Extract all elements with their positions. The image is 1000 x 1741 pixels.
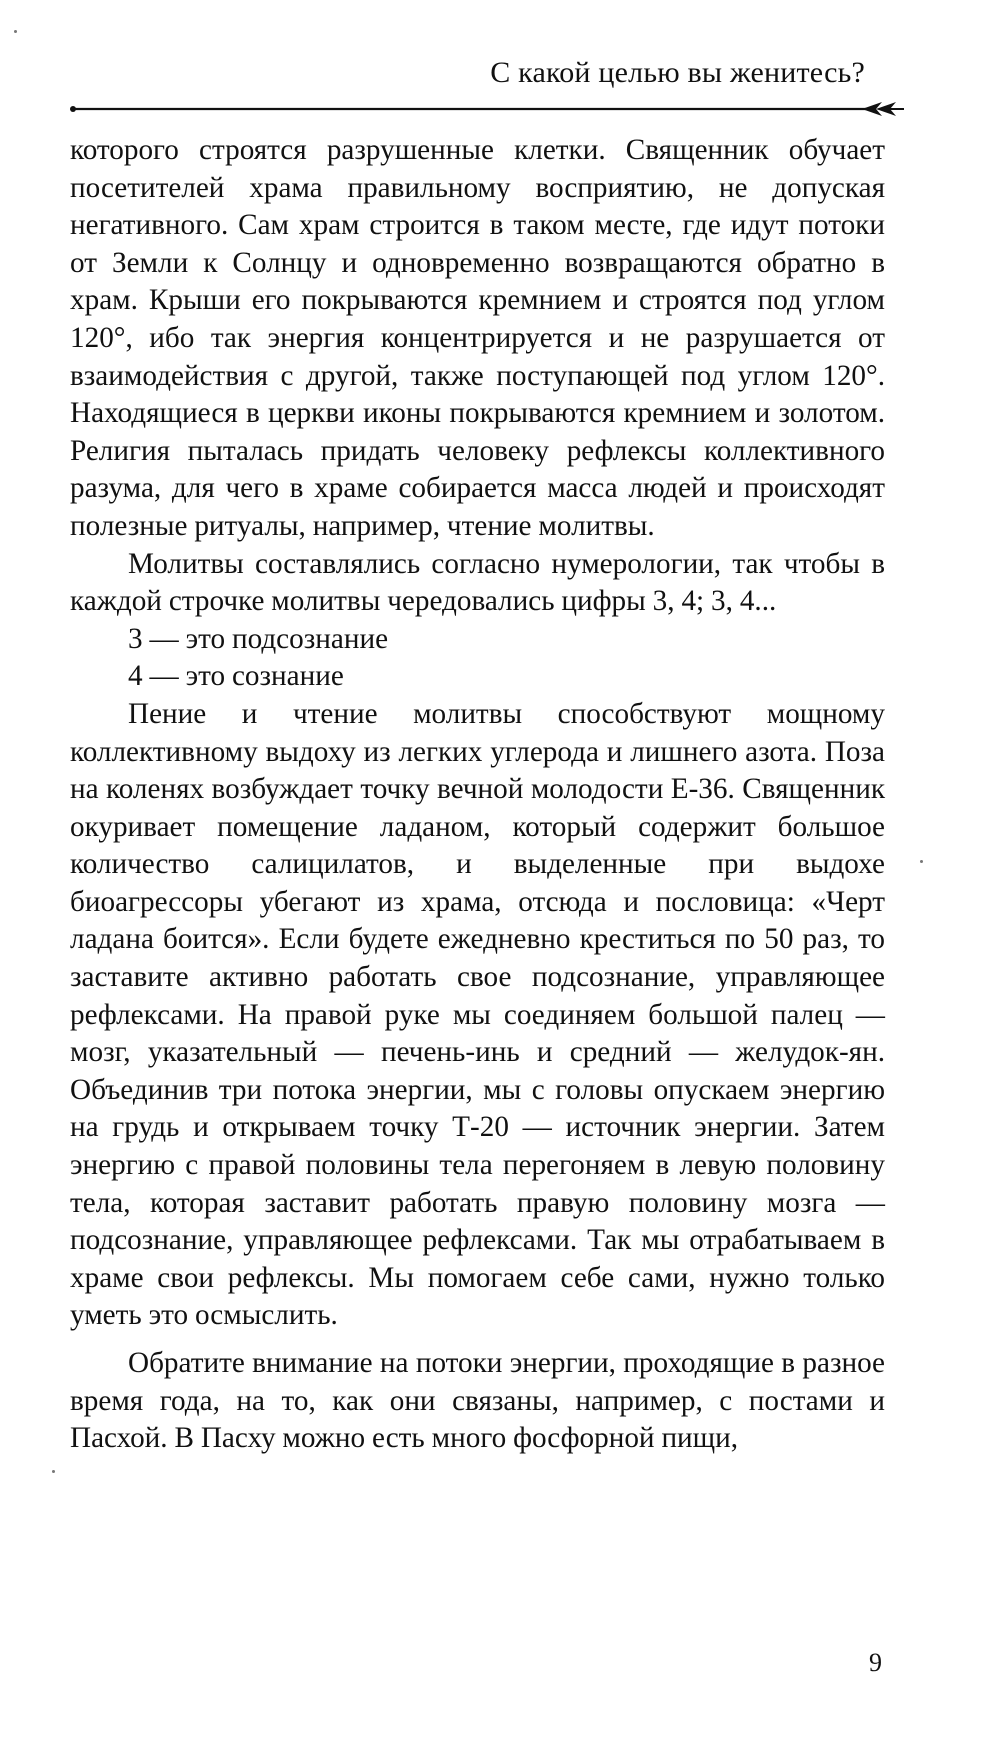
body-text (70, 132, 885, 1458)
paragraph-4: Обратите внимание на потоки энергии, проходящие в разное время года, на то, как они связаны, например, с постами и Пасхой. В Пасху можно есть много фосфорной пищи, (70, 1347, 885, 1455)
header-rule-icon (70, 100, 905, 118)
scan-speck (920, 860, 923, 863)
list-line-3: 3 — это подсознание (128, 622, 389, 655)
running-head (70, 50, 905, 110)
paragraph-1: которого строятся разрушенные клетки. Священник обучает посетителей храма правильному восприятию, не допуская негативного. Сам храм строится в таком месте, где идут потоки от Земли к Солнцу и одновременно возвращаются обратно в храм. Крыши его покрываются кремнием и строятся под углом 120°, ибо так энергия концентрируется и не разрушается от взаимодействия с другой, также поступающей под углом 120°. Находящиеся в церкви иконы покрываются кремнием и золотом. Религия пыталась придать человеку рефлексы коллективного разума, для чего в храме собирается масса людей и происходят полезные ритуалы, например, чтение молитвы. (70, 134, 885, 542)
running-title: С какой целью вы женитесь? (490, 56, 865, 89)
paragraph-2: Молитвы составлялись согласно нумерологии, так чтобы в каждой строчке молитвы чередовались цифры 3, 4; 3, 4... (70, 547, 885, 618)
paragraph-3: Пение и чтение молитвы способствуют мощному коллективному выдоху из легких углерода и лишнего азота. Поза на коленях возбуждает точку вечной молодости Е-36. Священник окуривает помещение ладаном, который содержит большое количество салицилатов, и выделенные при выдохе биоагрессоры убегают из храма, отсюда и пословица: «Черт ладана боится». Если будете ежедневно креститься по 50 раз, то заставите активно работать свое подсознание, управляющее рефлексами. На правой руке мы соединяем большой палец — мозг, указательный — печень-инь и средний — желудок-ян. Объединив три потока энергии, мы с головы опускаем энергию на грудь и открываем точку Т-20 — источник энергии. Затем энергию с правой половины тела перегоняем в левую половину тела, которая заставит работать правую половину мозга — подсознание, управляющее рефлексами. Так мы отрабатываем в храме свои рефлексы. Мы помогаем себе сами, нужно только уметь это осмыслить. (70, 697, 885, 1332)
list-line-4: 4 — это сознание (128, 660, 344, 693)
scan-speck (14, 30, 17, 33)
page-number: 9 (869, 1648, 882, 1677)
scan-speck (52, 1470, 55, 1473)
header-rule-ornament (70, 100, 905, 118)
